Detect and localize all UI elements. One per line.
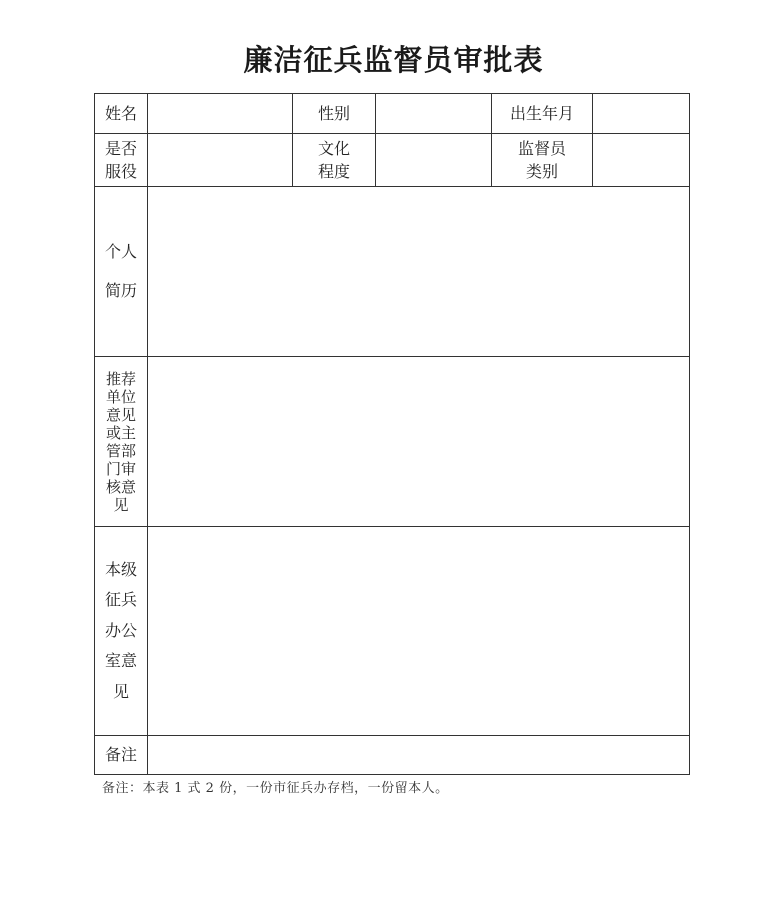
resume-label bbox=[95, 187, 147, 356]
served-label bbox=[95, 134, 147, 186]
gender-label-text: 性别 bbox=[317, 103, 350, 123]
education-label-line-2: 程度 bbox=[317, 162, 350, 181]
recommend-label-line: 管部 bbox=[105, 441, 136, 460]
supervisor-type-label-line-1: 监督员 bbox=[517, 138, 566, 158]
office-label-line: 办公 bbox=[104, 620, 137, 640]
name-label-text: 姓名 bbox=[104, 103, 137, 123]
education-label bbox=[293, 134, 375, 186]
recommend-opinion-label bbox=[95, 357, 147, 526]
gender-field[interactable] bbox=[376, 94, 491, 133]
recommend-label-line: 意见 bbox=[105, 405, 136, 424]
served-label-line-2: 服役 bbox=[104, 162, 137, 181]
footnote: 备注：本表 1 式 2 份，一份市征兵办存档，一份留本人。 bbox=[102, 781, 449, 796]
office-label-line: 本级 bbox=[104, 560, 137, 580]
supervisor-type-label-line-2: 类别 bbox=[525, 162, 558, 181]
birth-field[interactable] bbox=[593, 94, 689, 133]
resume-label-line-2: 简历 bbox=[104, 280, 137, 300]
name-field[interactable] bbox=[148, 94, 292, 133]
recommend-opinion-field[interactable] bbox=[148, 357, 689, 526]
gender-label bbox=[293, 94, 375, 133]
name-label bbox=[95, 94, 147, 133]
approval-form bbox=[94, 93, 690, 775]
recommend-label-line: 门审 bbox=[105, 459, 136, 478]
office-label-line: 见 bbox=[112, 681, 129, 701]
resume-field[interactable] bbox=[148, 187, 689, 356]
office-label-line: 征兵 bbox=[104, 590, 137, 610]
recommend-label-line: 或主 bbox=[105, 423, 136, 442]
education-field[interactable] bbox=[376, 134, 491, 186]
recommend-label-line: 核意 bbox=[105, 477, 136, 496]
recommend-label-line: 单位 bbox=[105, 387, 136, 406]
remarks-label-text: 备注 bbox=[104, 745, 137, 765]
remarks-label bbox=[95, 736, 147, 774]
birth-label bbox=[492, 94, 592, 133]
birth-label-text: 出生年月 bbox=[509, 103, 574, 123]
supervisor-type-label bbox=[492, 134, 592, 186]
supervisor-type-field[interactable] bbox=[593, 134, 689, 186]
served-label-line-1: 是否 bbox=[104, 138, 137, 158]
recommend-label-line: 推荐 bbox=[105, 369, 136, 388]
page-title: 廉洁征兵监督员审批表 bbox=[243, 43, 544, 77]
education-label-line-1: 文化 bbox=[317, 138, 350, 158]
office-opinion-label bbox=[95, 527, 147, 735]
office-opinion-field[interactable] bbox=[148, 527, 689, 735]
recommend-label-line: 见 bbox=[113, 495, 129, 514]
served-field[interactable] bbox=[148, 134, 292, 186]
remarks-field[interactable] bbox=[148, 736, 689, 774]
office-label-line: 室意 bbox=[104, 651, 137, 671]
resume-label-line-1: 个人 bbox=[104, 242, 137, 262]
